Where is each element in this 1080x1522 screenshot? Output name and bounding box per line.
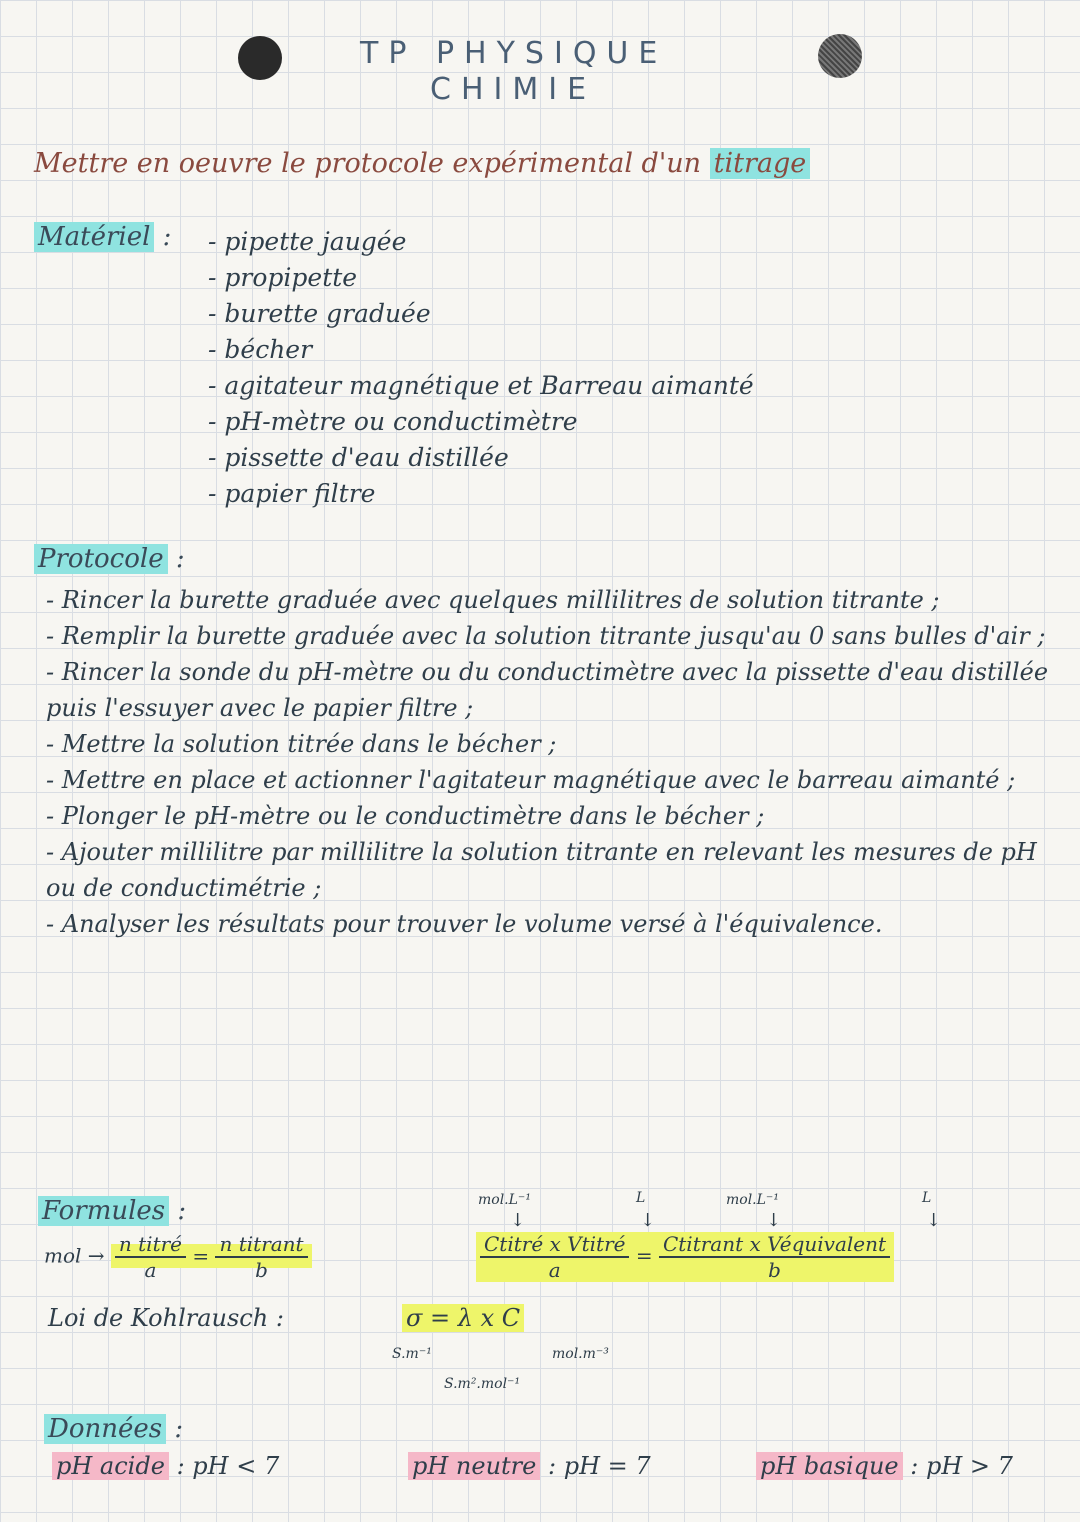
formula-mol bbox=[44, 1232, 312, 1282]
ph-neutre-value: : pH = 7 bbox=[548, 1452, 651, 1480]
fraction-n-titrant bbox=[215, 1232, 307, 1282]
materiel-list bbox=[208, 224, 754, 512]
unit-v-titre: L bbox=[636, 1190, 646, 1206]
ph-neutre-label: pH neutre bbox=[408, 1452, 540, 1480]
numerator: Ctitrant x Véquivalent bbox=[659, 1232, 890, 1258]
materiel-item: - papier filtre bbox=[208, 476, 754, 512]
formula-concentration bbox=[476, 1232, 894, 1282]
numerator: n titrant bbox=[215, 1232, 307, 1258]
ph-basique-label: pH basique bbox=[756, 1452, 903, 1480]
numerator: n titré bbox=[115, 1232, 186, 1258]
materiel-item: - bécher bbox=[208, 332, 754, 368]
materiel-item: - pissette d'eau distillée bbox=[208, 440, 754, 476]
ph-acide-label: pH acide bbox=[52, 1452, 169, 1480]
page-title-line2: CHIMIE bbox=[430, 72, 597, 107]
protocole-step: - Rincer la sonde du pH-mètre ou du conductimètre avec la pissette d'eau distillée puis l'essuyer avec le papier filtre ; bbox=[46, 658, 1049, 722]
equals-sign: = bbox=[635, 1243, 653, 1268]
ph-basique-value: : pH > 7 bbox=[910, 1452, 1013, 1480]
materiel-section: Matériel : bbox=[34, 222, 171, 252]
arrow-down-icon: ↓ bbox=[766, 1210, 782, 1231]
equals-sign: = bbox=[192, 1243, 210, 1268]
arrow-down-icon: ↓ bbox=[926, 1210, 942, 1231]
materiel-item: - agitateur magnétique et Barreau aimanté bbox=[208, 368, 754, 404]
ph-acide-value: : pH < 7 bbox=[176, 1452, 280, 1480]
unit-v-equiv: L bbox=[922, 1190, 932, 1206]
formula-mol-highlight bbox=[111, 1232, 312, 1282]
materiel-label: Matériel bbox=[34, 222, 154, 252]
ph-acide bbox=[52, 1452, 279, 1480]
kohlrausch-label: Loi de Kohlrausch : bbox=[48, 1304, 284, 1332]
binder-hole-right bbox=[818, 34, 862, 78]
unit-c-titre: mol.L⁻¹ bbox=[478, 1192, 531, 1208]
protocole-steps bbox=[46, 582, 1066, 942]
materiel-item: - burette graduée bbox=[208, 296, 754, 332]
protocole-label: Protocole bbox=[34, 544, 168, 574]
arrow-down-icon: ↓ bbox=[640, 1210, 656, 1231]
numerator: Ctitré x Vtitré bbox=[480, 1232, 629, 1258]
materiel-item: - propipette bbox=[208, 260, 754, 296]
binder-hole-left bbox=[238, 36, 282, 80]
protocole-step: - Analyser les résultats pour trouver le volume versé à l'équivalence. bbox=[46, 910, 883, 938]
kohlrausch-formula: σ = λ x C bbox=[402, 1304, 524, 1332]
denominator: b bbox=[255, 1258, 268, 1282]
protocole-step: - Remplir la burette graduée avec la solution titrante jusqu'au 0 sans bulles d'air ; bbox=[46, 622, 1046, 650]
protocole-step: - Mettre la solution titrée dans le bécher ; bbox=[46, 730, 557, 758]
unit-c-kohlrausch: mol.m⁻³ bbox=[552, 1346, 609, 1362]
protocole-step: - Ajouter millilitre par millilitre la solution titrante en relevant les mesures de pH ou de conductimétrie ; bbox=[46, 838, 1037, 902]
unit-sigma: S.m⁻¹ bbox=[392, 1346, 432, 1362]
denominator: a bbox=[144, 1258, 157, 1282]
protocole-step: - Mettre en place et actionner l'agitateur magnétique avec le barreau aimanté ; bbox=[46, 766, 1016, 794]
unit-lambda: S.m².mol⁻¹ bbox=[444, 1376, 521, 1392]
donnees-label: Données bbox=[44, 1414, 166, 1444]
fraction-c-titrant bbox=[659, 1232, 890, 1282]
mol-prefix: mol → bbox=[44, 1243, 105, 1268]
page-title: TP PHYSIQUE bbox=[360, 36, 668, 71]
unit-c-titrant: mol.L⁻¹ bbox=[726, 1192, 779, 1208]
protocole-section: Protocole : bbox=[34, 544, 185, 574]
protocole-step: - Rincer la burette graduée avec quelques millilitres de solution titrante ; bbox=[46, 586, 940, 614]
ph-basique bbox=[756, 1452, 1013, 1480]
fraction-n-titre bbox=[115, 1232, 186, 1282]
materiel-item: - pH-mètre ou conductimètre bbox=[208, 404, 754, 440]
fraction-c-titre bbox=[480, 1232, 629, 1282]
formules-section: Formules : bbox=[38, 1196, 186, 1226]
donnees-section: Données : bbox=[44, 1414, 183, 1444]
subtitle-highlight: titrage bbox=[710, 148, 811, 179]
materiel-item: - pipette jaugée bbox=[208, 224, 754, 260]
protocole-step: - Plonger le pH-mètre ou le conductimètre dans le bécher ; bbox=[46, 802, 765, 830]
denominator: a bbox=[548, 1258, 561, 1282]
subtitle bbox=[34, 148, 810, 179]
arrow-down-icon: ↓ bbox=[510, 1210, 526, 1231]
ph-neutre bbox=[408, 1452, 651, 1480]
denominator: b bbox=[768, 1258, 781, 1282]
subtitle-text: Mettre en oeuvre le protocole expérimental d'un bbox=[34, 148, 702, 179]
formules-label: Formules bbox=[38, 1196, 169, 1226]
